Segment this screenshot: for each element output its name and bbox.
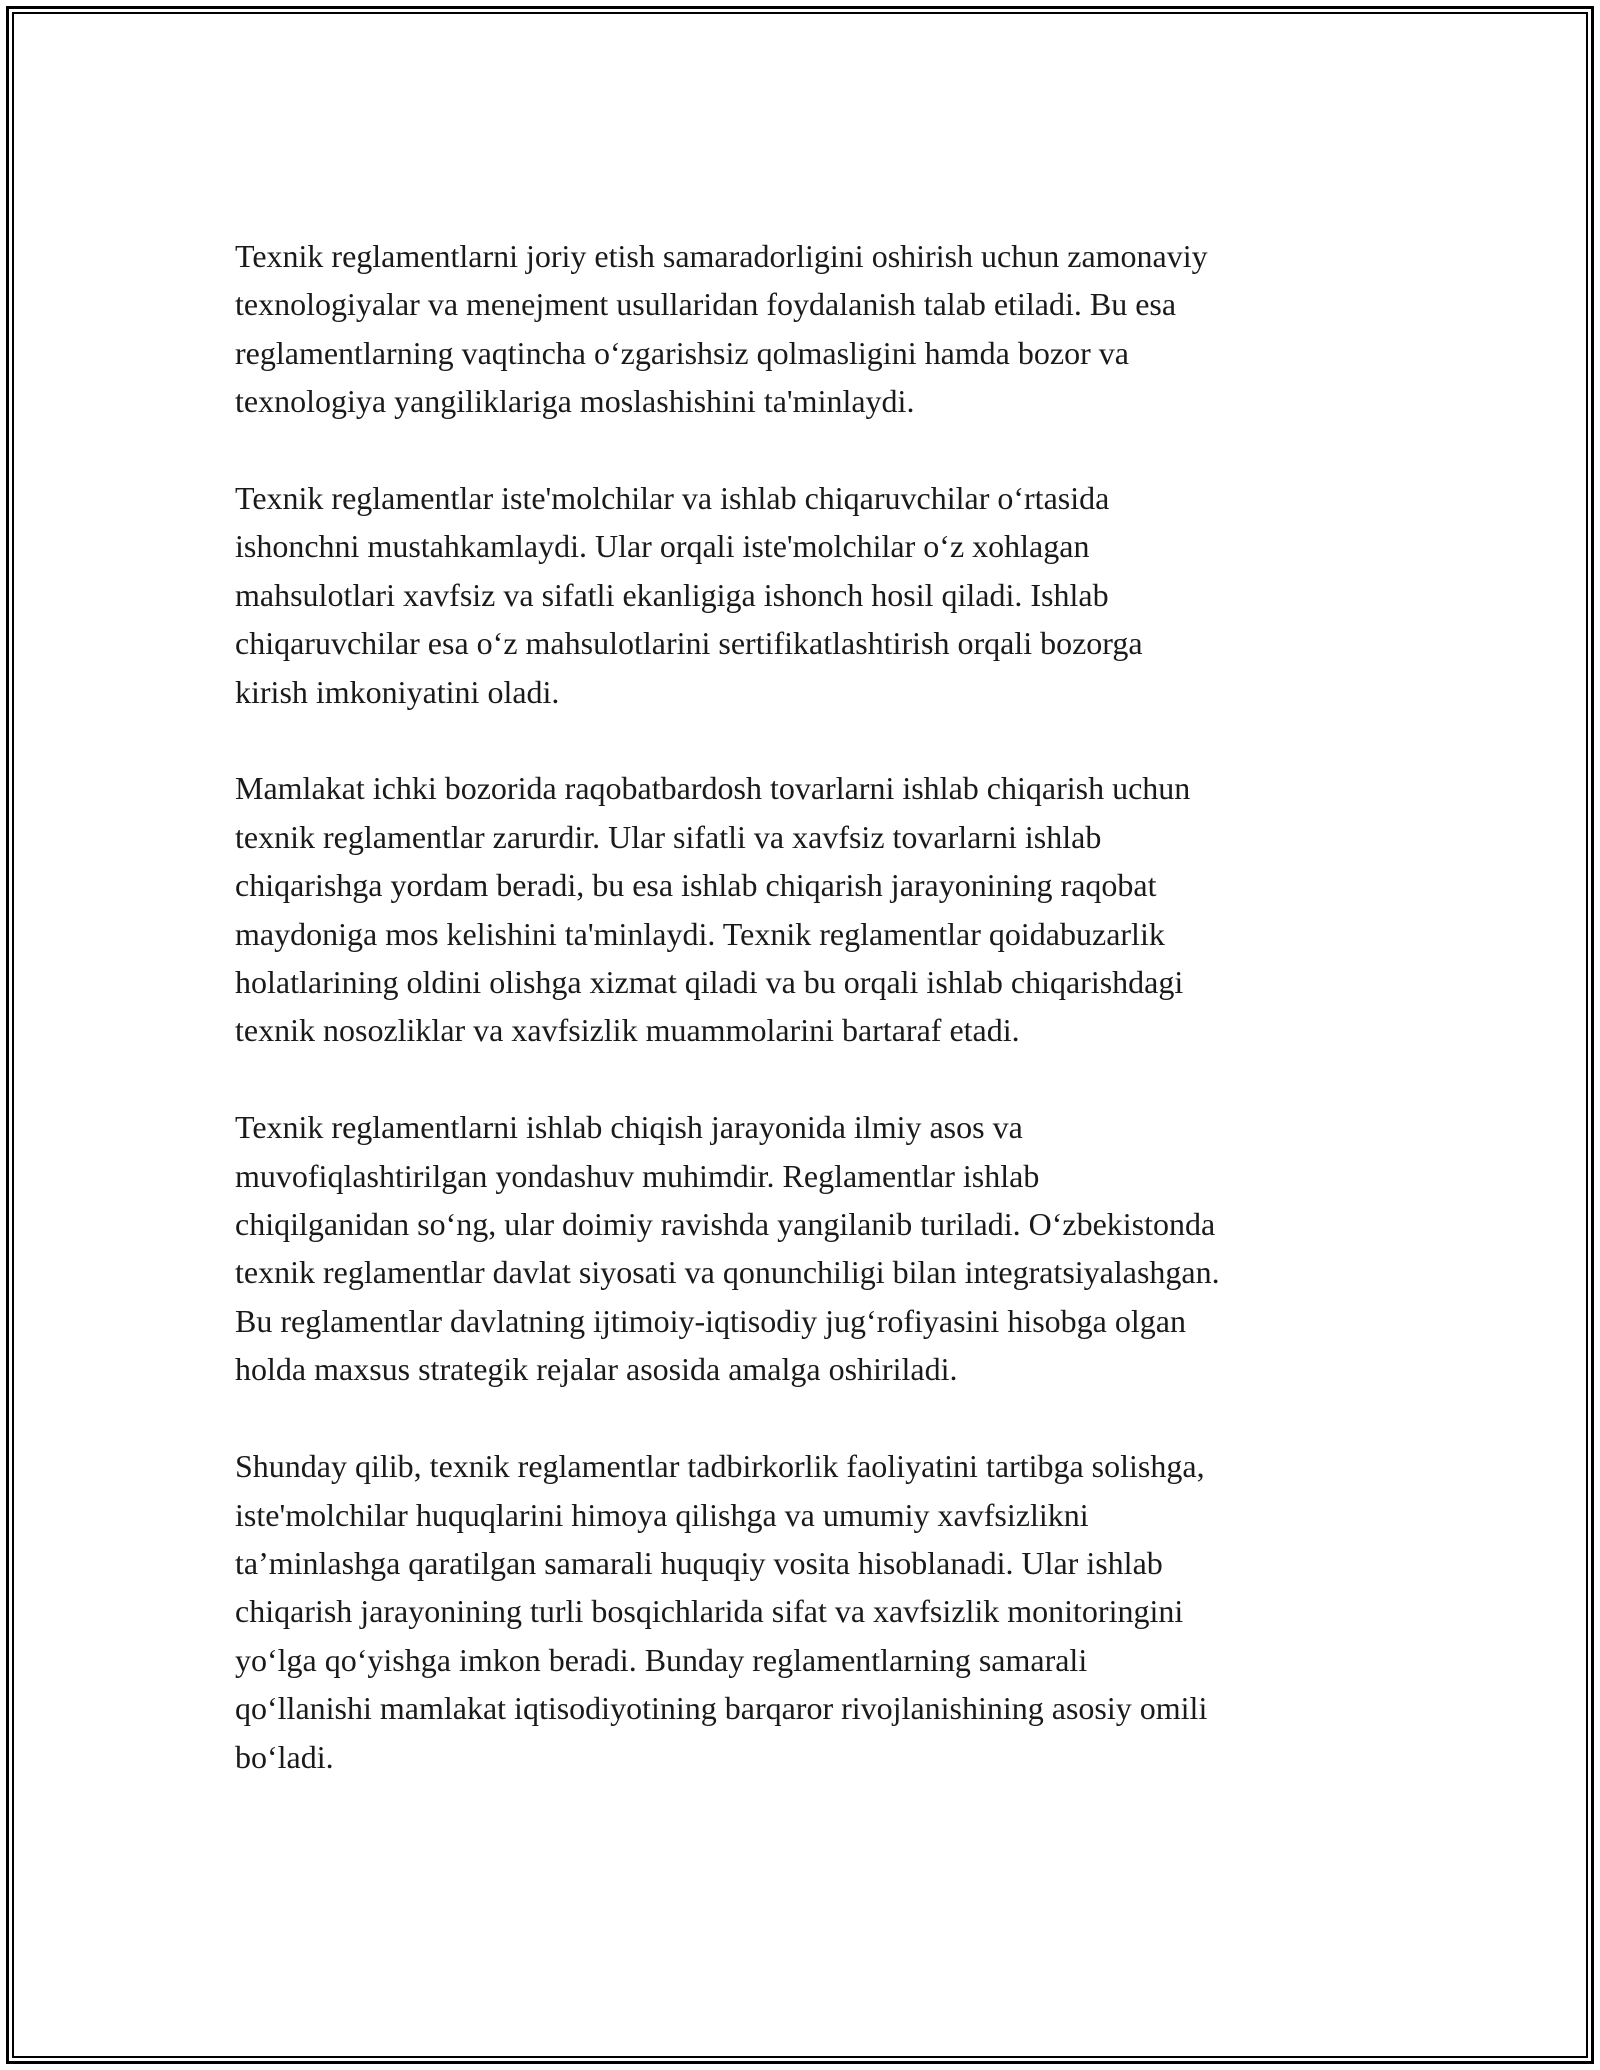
text-line: texnik reglamentlar zarurdir. Ular sifatli va xavfsiz tovarlarni ishlab	[235, 818, 1102, 855]
text-line: qo‘llanishi mamlakat iqtisodiyotining barqaror rivojlanishining asosiy omili	[235, 1690, 1208, 1727]
text-line: Texnik reglamentlar iste'molchilar va ishlab chiqaruvchilar o‘rtasida	[235, 480, 1110, 517]
text-line: chiqilganidan so‘ng, ular doimiy ravishda yangilanib turiladi. O‘zbekistonda	[235, 1206, 1216, 1243]
text-line: yo‘lga qo‘yishga imkon beradi. Bunday reglamentlarning samarali	[235, 1641, 1088, 1678]
text-line: kirish imkoniyatini oladi.	[235, 673, 560, 710]
text-line: texnik nosozliklar va xavfsizlik muammolarini bartaraf etadi.	[235, 1012, 1020, 1049]
paragraph-3	[235, 764, 1375, 1054]
text-line: iste'molchilar huquqlarini himoya qilishga va umumiy xavfsizlikni	[235, 1496, 1089, 1533]
text-line: chiqaruvchilar esa o‘z mahsulotlarini sertifikatlashtirish orqali bozorga	[235, 625, 1143, 662]
text-line: texnologiya yangiliklariga moslashishini ta'minlaydi.	[235, 383, 915, 420]
text-line: muvofiqlashtirilgan yondashuv muhimdir. Reglamentlar ishlab	[235, 1157, 1040, 1194]
text-line: texnik reglamentlar davlat siyosati va qonunchiligi bilan integratsiyalashgan.	[235, 1254, 1220, 1291]
text-line: maydoniga mos kelishini ta'minlaydi. Texnik reglamentlar qoidabuzarlik	[235, 915, 1165, 952]
text-line: bo‘ladi.	[235, 1738, 334, 1775]
text-line: holda maxsus strategik rejalar asosida amalga oshiriladi.	[235, 1351, 958, 1388]
text-line: Mamlakat ichki bozorida raqobatbardosh tovarlarni ishlab chiqarish uchun	[235, 770, 1191, 807]
text-line: reglamentlarning vaqtincha o‘zgarishsiz qolmasligini hamda bozor va	[235, 334, 1129, 371]
paragraph-5	[235, 1442, 1375, 1781]
paragraph-4	[235, 1103, 1375, 1393]
paragraph-2	[235, 474, 1375, 716]
document-body	[235, 232, 1375, 1781]
text-line: Texnik reglamentlarni joriy etish samaradorligini oshirish uchun zamonaviy	[235, 238, 1208, 274]
text-line: chiqarish jarayonining turli bosqichlarida sifat va xavfsizlik monitoringini	[235, 1593, 1184, 1630]
text-line: chiqarishga yordam beradi, bu esa ishlab chiqarish jarayonining raqobat	[235, 867, 1157, 904]
text-line: mahsulotlari xavfsiz va sifatli ekanligiga ishonch hosil qiladi. Ishlab	[235, 576, 1109, 613]
text-line: ta’minlashga qaratilgan samarali huquqiy vosita hisoblanadi. Ular ishlab	[235, 1544, 1163, 1581]
text-line: holatlarining oldini olishga xizmat qiladi va bu orqali ishlab chiqarishdagi	[235, 964, 1184, 1001]
text-line: texnologiyalar va menejment usullaridan foydalanish talab etiladi. Bu esa	[235, 286, 1177, 323]
text-line: Shunday qilib, texnik reglamentlar tadbirkorlik faoliyatini tartibga solishga,	[235, 1448, 1205, 1485]
text-line: Texnik reglamentlarni ishlab chiqish jarayonida ilmiy asos va	[235, 1109, 1023, 1146]
text-line: Bu reglamentlar davlatning ijtimoiy-iqtisodiy jug‘rofiyasini hisobga olgan	[235, 1302, 1186, 1339]
text-line: ishonchni mustahkamlaydi. Ular orqali iste'molchilar o‘z xohlagan	[235, 528, 1090, 565]
paragraph-1	[235, 232, 1375, 426]
